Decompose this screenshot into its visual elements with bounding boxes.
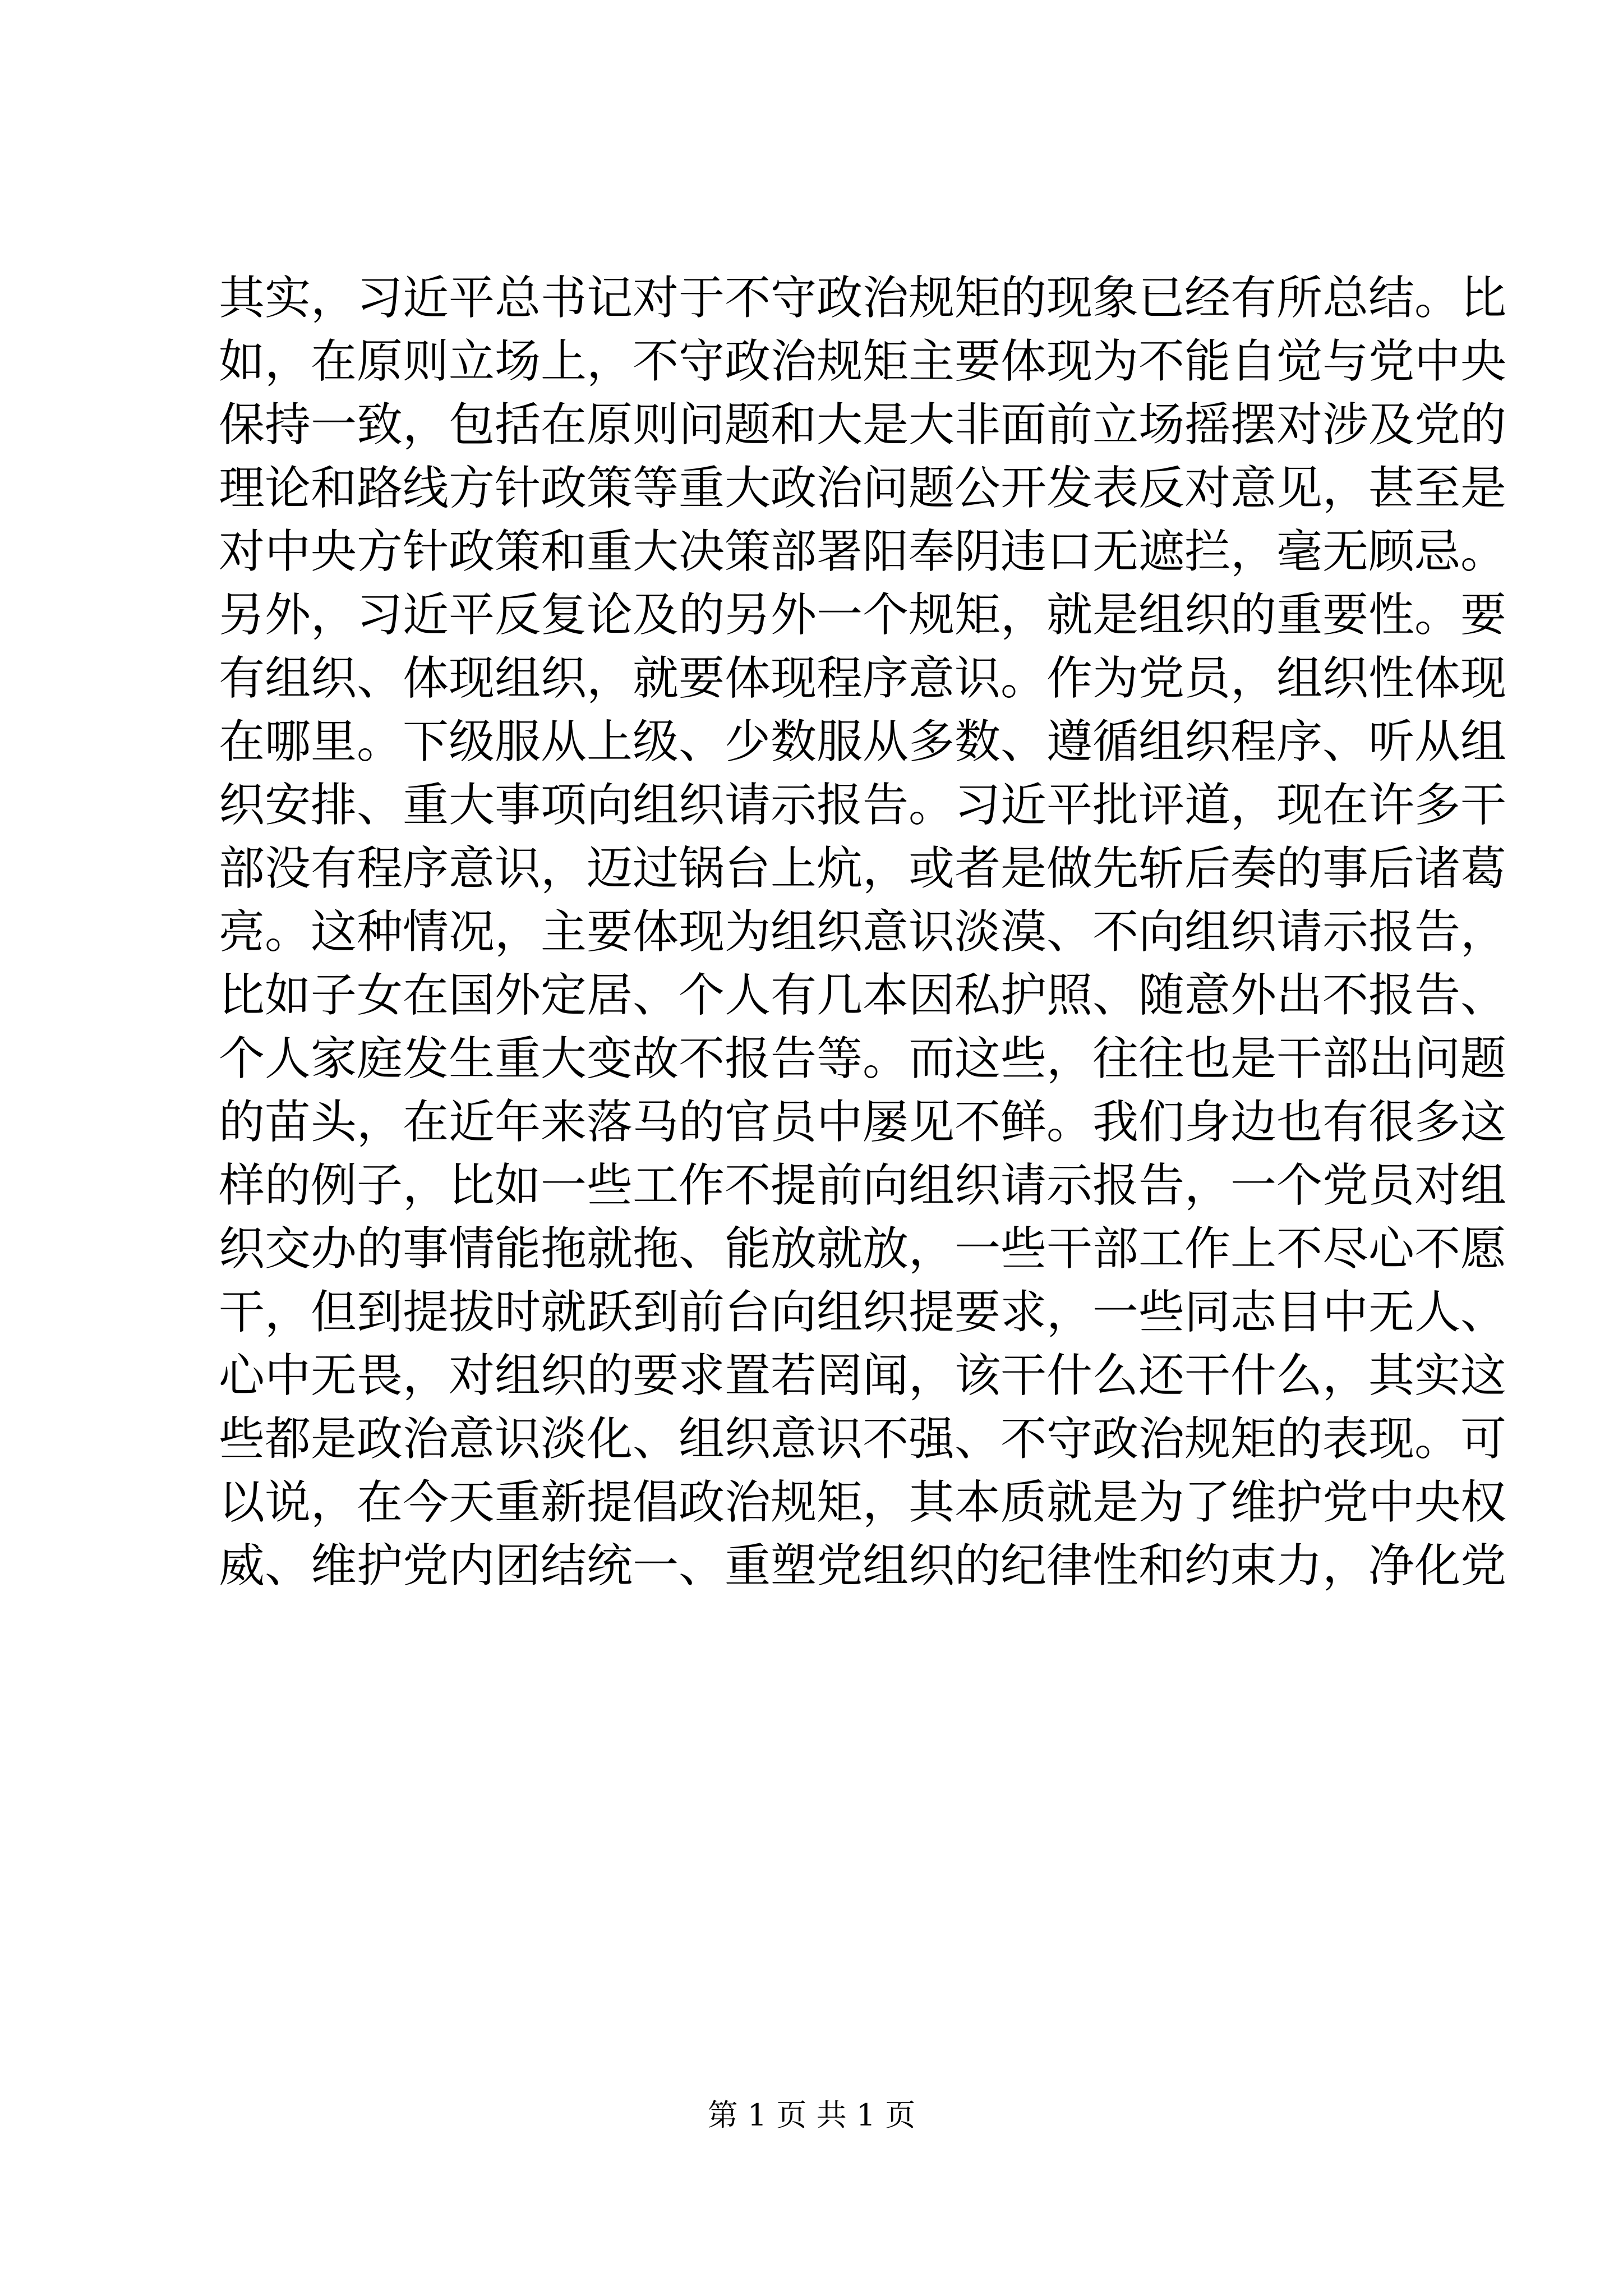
text-line: 织交办的事情能拖就拖、能放就放，一些干部工作上不尽心不愿 <box>219 1222 1507 1276</box>
text-line: 部没有程序意识，迈过锅台上炕，或者是做先斩后奏的事后诸葛 <box>219 842 1507 895</box>
text-line: 干，但到提拔时就跃到前台向组织提要求，一些同志目中无人、 <box>219 1286 1507 1339</box>
body-text <box>219 266 1507 1598</box>
text-line: 有组织、体现组织，就要体现程序意识。作为党员，组织性体现 <box>219 652 1507 705</box>
text-line: 心中无畏，对组织的要求置若罔闻，该干什么还干什么，其实这 <box>219 1349 1507 1402</box>
text-line: 个人家庭发生重大变故不报告等。而这些，往往也是干部出问题 <box>219 1032 1507 1085</box>
page-number-footer: 第 1 页 共 1 页 <box>707 2097 916 2133</box>
text-line: 的苗头，在近年来落马的官员中屡见不鲜。我们身边也有很多这 <box>219 1096 1507 1149</box>
text-line: 另外，习近平反复论及的另外一个规矩，就是组织的重要性。要 <box>219 588 1507 642</box>
text-line: 其实，习近平总书记对于不守政治规矩的现象已经有所总结。比 <box>219 272 1507 325</box>
text-line: 如，在原则立场上，不守政治规矩主要体现为不能自觉与党中央 <box>219 335 1507 388</box>
text-line: 对中央方针政策和重大决策部署阳奉阴违口无遮拦，毫无顾忌。 <box>219 525 1507 578</box>
text-line: 理论和路线方针政策等重大政治问题公开发表反对意见，甚至是 <box>219 462 1507 515</box>
text-line: 织安排、重大事项向组织请示报告。习近平批评道，现在许多干 <box>219 779 1507 832</box>
text-line: 在哪里。下级服从上级、少数服从多数、遵循组织程序、听从组 <box>219 715 1507 769</box>
text-line: 保持一致，包括在原则问题和大是大非面前立场摇摆对涉及党的 <box>219 398 1507 452</box>
text-line: 些都是政治意识淡化、组织意识不强、不守政治规矩的表现。可 <box>219 1412 1507 1466</box>
text-line: 比如子女在国外定居、个人有几本因私护照、随意外出不报告、 <box>219 969 1507 1022</box>
text-line: 以说，在今天重新提倡政治规矩，其本质就是为了维护党中央权 <box>219 1476 1507 1529</box>
text-line: 威、维护党内团结统一、重塑党组织的纪律性和约束力，净化党 <box>219 1539 1507 1593</box>
text-line: 样的例子，比如一些工作不提前向组织请示报告，一个党员对组 <box>219 1159 1507 1212</box>
text-line: 亮。这种情况，主要体现为组织意识淡漠、不向组织请示报告， <box>219 905 1507 959</box>
